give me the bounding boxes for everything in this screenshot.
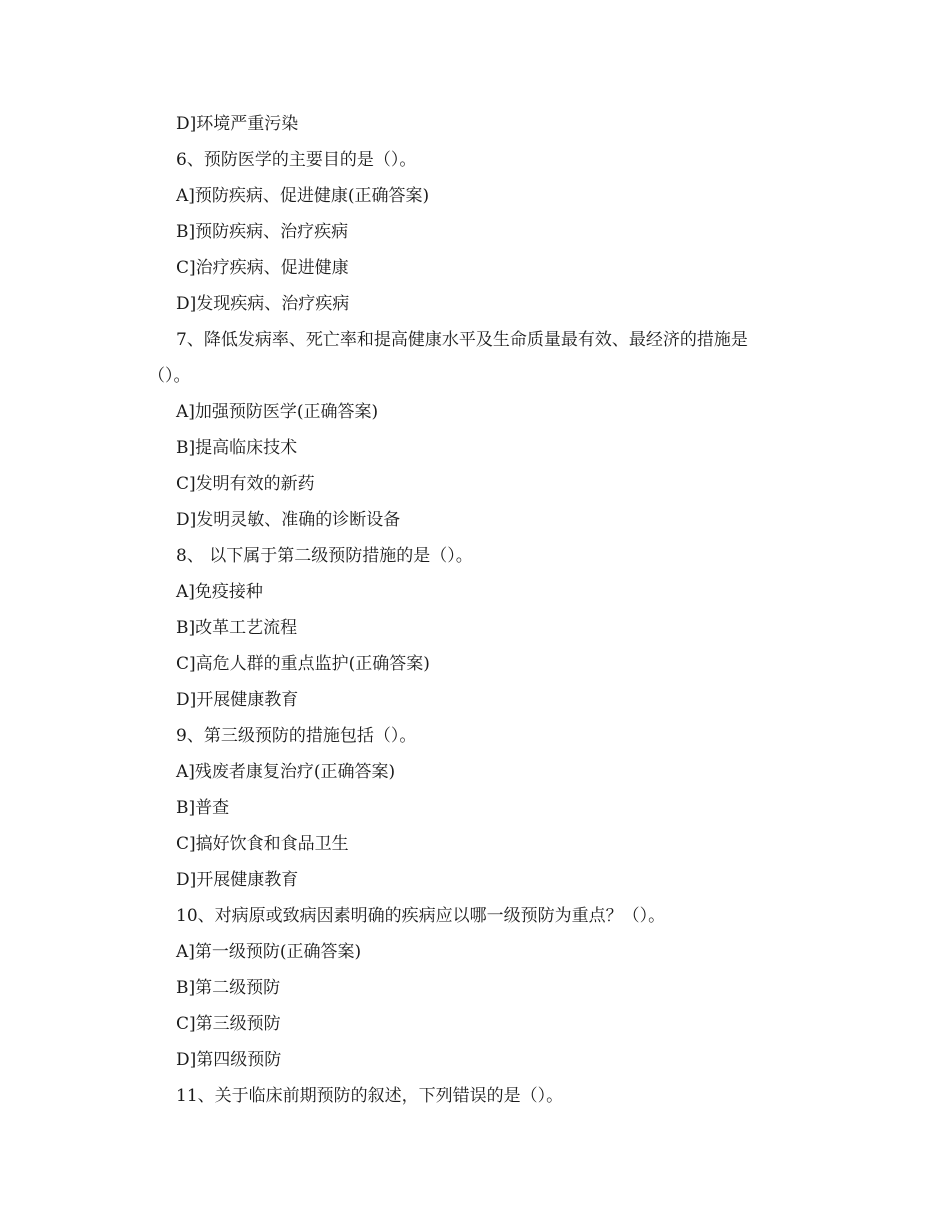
answer-option: B]提高临床技术 xyxy=(176,438,298,458)
question-continuation: （）。 xyxy=(148,366,191,386)
question-text: 10、对病原或致病因素明确的疾病应以哪一级预防为重点？（）。 xyxy=(176,906,666,926)
answer-option: A]免疫接种 xyxy=(176,582,263,602)
answer-option: B]普查 xyxy=(176,798,230,818)
answer-option: D]第四级预防 xyxy=(176,1050,282,1070)
answer-option: A]加强预防医学(正确答案) xyxy=(176,402,379,422)
document-body xyxy=(0,111,950,1119)
answer-option: B]改革工艺流程 xyxy=(176,618,298,638)
question-text: 9、第三级预防的措施包括（）。 xyxy=(176,726,417,746)
question-text: 11、关于临床前期预防的叙述，下列错误的是（）。 xyxy=(176,1086,564,1106)
answer-option: D]环境严重污染 xyxy=(176,114,299,134)
answer-option: C]发明有效的新药 xyxy=(176,474,315,494)
answer-option: D]开展健康教育 xyxy=(176,870,299,890)
answer-option: C]搞好饮食和食品卫生 xyxy=(176,834,349,854)
answer-option: D]开展健康教育 xyxy=(176,690,299,710)
answer-option: A]残废者康复治疗(正确答案) xyxy=(176,762,396,782)
question-text: 8、 以下属于第二级预防措施的是（）。 xyxy=(176,546,473,566)
answer-option: D]发明灵敏、准确的诊断设备 xyxy=(176,510,401,530)
answer-option: C]第三级预防 xyxy=(176,1014,281,1034)
answer-option: A]第一级预防(正确答案) xyxy=(176,942,362,962)
answer-option: A]预防疾病、促进健康(正确答案) xyxy=(176,186,430,206)
question-text: 6、预防医学的主要目的是（）。 xyxy=(176,150,417,170)
answer-option: B]第二级预防 xyxy=(176,978,281,998)
answer-option: C]治疗疾病、促进健康 xyxy=(176,258,349,278)
question-text: 7、降低发病率、死亡率和提高健康水平及生命质量最有效、最经济的措施是 xyxy=(176,330,748,350)
answer-option: D]发现疾病、治疗疾病 xyxy=(176,294,350,314)
answer-option: C]高危人群的重点监护(正确答案) xyxy=(176,654,430,674)
answer-option: B]预防疾病、治疗疾病 xyxy=(176,222,349,242)
